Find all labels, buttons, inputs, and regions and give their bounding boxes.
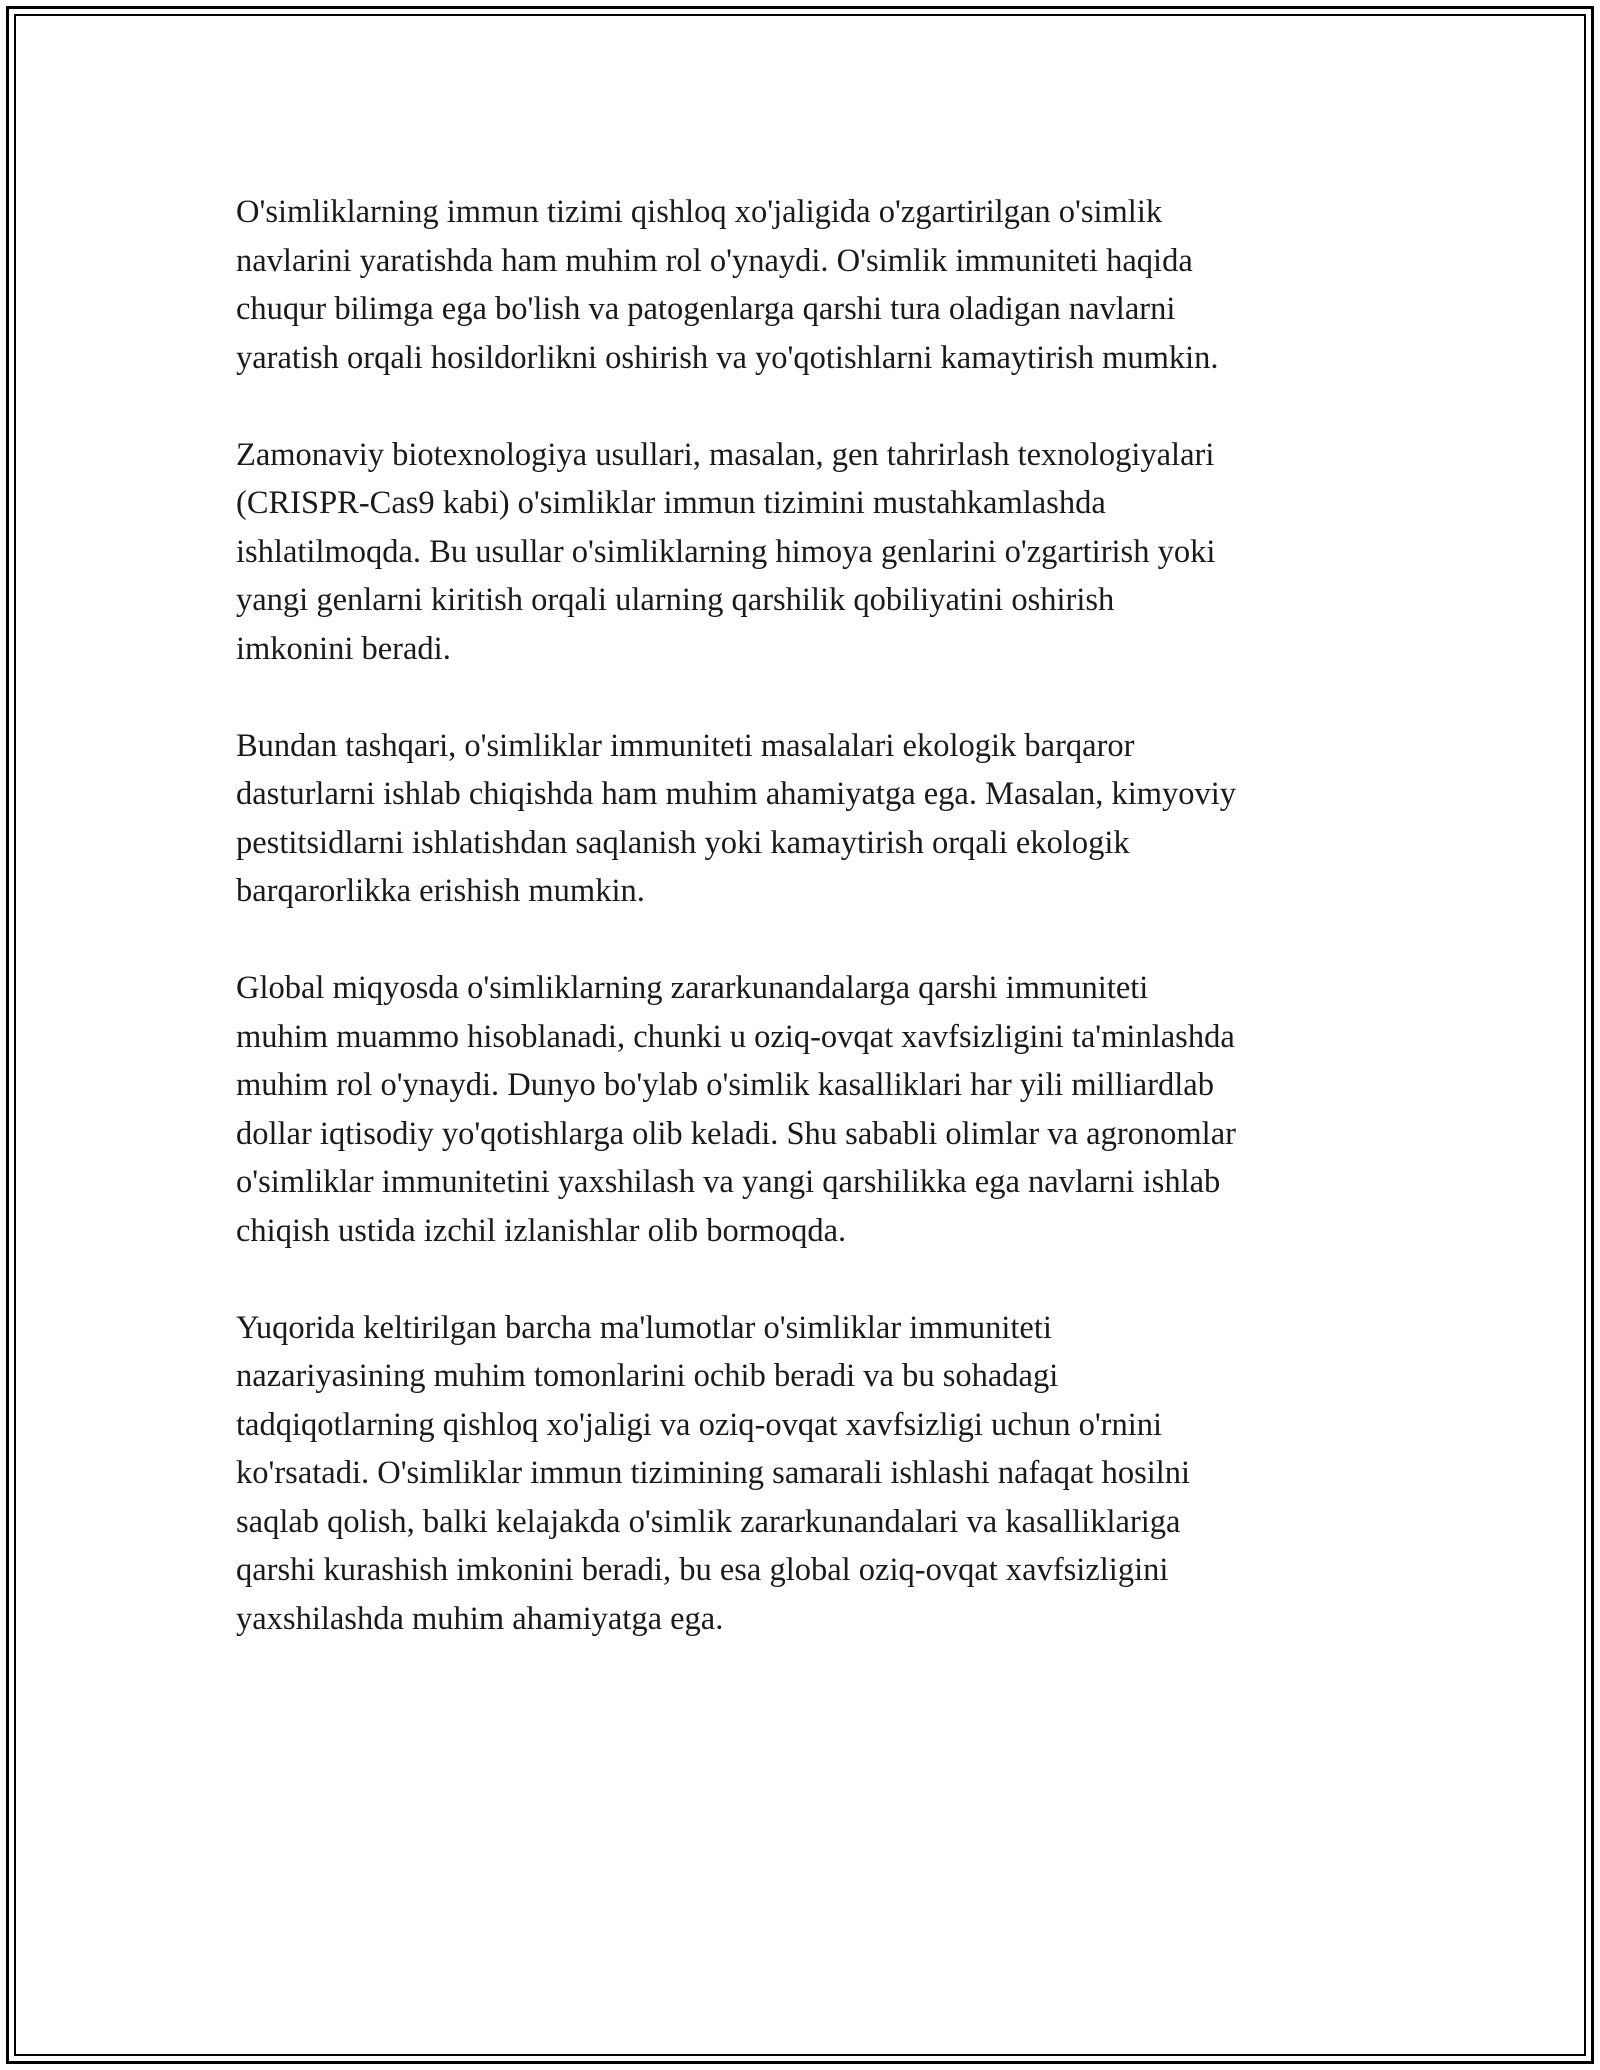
document-body <box>236 188 1376 1643</box>
paragraph-3: Bundan tashqari, o'simliklar immuniteti masalalari ekologik barqaror dasturlarni ishlab chiqishda ham muhim ahamiyatga ega. Masalan, kimyoviy pestitsidlarni ishlatishdan saqlanish yoki kamaytirish orqali ekologik barqarorlikka erishish mumkin. <box>236 727 1237 909</box>
paragraph-1: O'simliklarning immun tizimi qishloq xo'jaligida o'zgartirilgan o'simlik navlarini yaratishda ham muhim rol o'ynaydi. O'simlik immuniteti haqida chuqur bilimga ega bo'lish va patogenlarga qarshi tura oladigan navlarni yaratish orqali hosildorlikni oshirish va yo'qotishlarni kamaytirish mumkin. <box>236 194 1219 376</box>
paragraph-2: Zamonaviy biotexnologiya usullari, masalan, gen tahrirlash texnologiyalari (CRISPR-Cas9 kabi) o'simliklar immun tizimini mustahkamlashda ishlatilmoqda. Bu usullar o'simliklarning himoya genlarini o'zgartirish yoki yangi genlarni kiritish orqali ularning qarshilik qobiliyatini oshirish imkonini beradi. <box>236 436 1216 667</box>
paragraph-4: Global miqyosda o'simliklarning zararkunandalarga qarshi immuniteti muhim muammo hisoblanadi, chunki u oziq-ovqat xavfsizligini ta'minlashda muhim rol o'ynaydi. Dunyo bo'ylab o'simlik kasalliklari har yili milliardlab dollar iqtisodiy yo'qotishlarga olib keladi. Shu sababli olimlar va agronomlar o'simliklar immunitetini yaxshilash va yangi qarshilikka ega navlarni ishlab chiqish ustida izchil izlanishlar olib bormoqda. <box>236 970 1236 1249</box>
paragraph-5: Yuqorida keltirilgan barcha ma'lumotlar o'simliklar immuniteti nazariyasining muhim tomonlarini ochib beradi va bu sohadagi tadqiqotlarning qishloq xo'jaligi va oziq-ovqat xavfsizligi uchun o'rnini ko'rsatadi. O'simliklar immun tizimining samarali ishlashi nafaqat hosilni saqlab qolish, balki kelajakda o'simlik zararkunandalari va kasalliklariga qarshi kurashish imkonini beradi, bu esa global oziq-ovqat xavfsizligini yaxshilashda muhim ahamiyatga ega. <box>236 1309 1191 1637</box>
